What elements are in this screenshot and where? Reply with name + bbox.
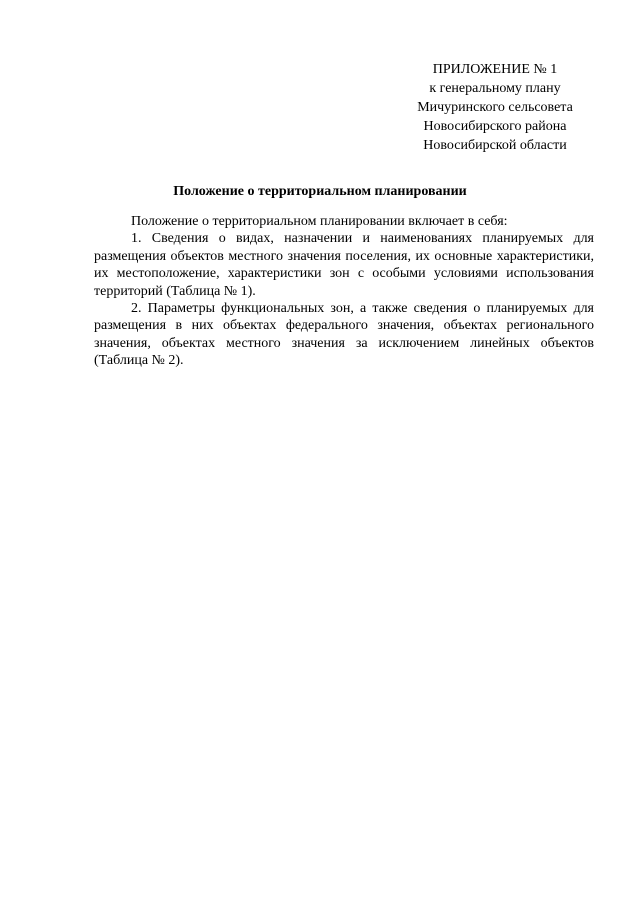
- document-title: Положение о территориальном планировании: [173, 184, 467, 199]
- list-item-2: 2. Параметры функциональных зон, а также сведения о планируемых для размещения в них объектах федерального значения, объектах регионального значения, объектах местного значения за исключением линейных объектов (Таблица № 2).: [94, 301, 594, 369]
- appendix-header: [400, 60, 590, 155]
- appendix-number: ПРИЛОЖЕНИЕ № 1: [432, 62, 558, 77]
- intro-paragraph: Положение о территориальном планировании включает в себя:: [131, 214, 508, 229]
- appendix-plan-line: к генеральному плану: [429, 81, 561, 96]
- appendix-district-line: Новосибирского района: [423, 119, 567, 134]
- appendix-council-line: Мичуринского сельсовета: [417, 100, 573, 115]
- appendix-region-line: Новосибирской области: [423, 138, 567, 153]
- list-item-1: 1. Сведения о видах, назначении и наименованиях планируемых для размещения объектов местного значения поселения, их основные характеристики, их местоположение, характеристики зон с особыми условиями использования территорий (Таблица № 1).: [94, 231, 594, 299]
- document-body: [94, 213, 594, 370]
